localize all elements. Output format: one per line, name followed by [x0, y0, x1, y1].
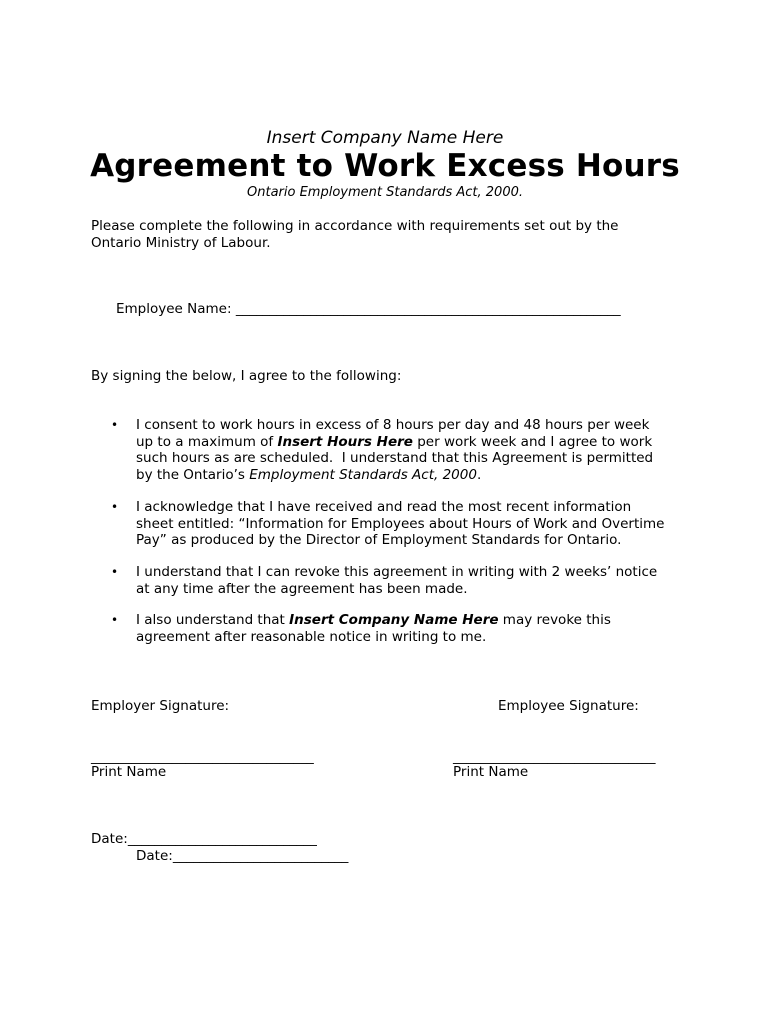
list-item [91, 564, 691, 597]
bullet-icon: • [111, 418, 119, 432]
list-item-line: I understand that I can revoke this agreement in writing with 2 weeks’ notice [136, 563, 658, 580]
bullet-icon: • [111, 564, 119, 579]
list-item-line: sheet entitled: “Information for Employees about Hours of Work and Overtime [136, 515, 665, 532]
document-title: Agreement to Work Excess Hours [90, 148, 680, 184]
list-item-line: such hours as are scheduled. I understand that this Agreement is permitted [136, 450, 654, 467]
list-item-line [136, 612, 691, 629]
act-subtitle: Ontario Employment Standards Act, 2000. [247, 185, 523, 200]
employer-date-field: Date:____________________________ [91, 831, 317, 847]
employee-name-field: Employee Name: _________________________________________________________ [116, 301, 621, 317]
employee-print-name-line: ______________________________ [453, 749, 656, 765]
employer-signature-label: Employer Signature: [91, 698, 230, 714]
list-item-line: I consent to work hours in excess of 8 hours per day and 48 hours per week [136, 417, 650, 433]
agreement-terms-list [91, 417, 691, 646]
list-item-line: Pay” as produced by the Director of Employment Standards for Ontario. [136, 532, 622, 549]
list-item-text: by the Ontario’s [136, 467, 250, 484]
list-item-text: . [476, 467, 482, 484]
list-item-text: may revoke this [498, 612, 611, 629]
list-item-line [136, 467, 691, 484]
list-item [91, 612, 691, 645]
employee-date-field: Date:__________________________ [136, 848, 349, 864]
list-item-line: agreement after reasonable notice in writing to me. [136, 629, 487, 646]
employee-print-name-label: Print Name [453, 764, 529, 780]
list-item [91, 417, 691, 484]
bullet-icon: • [111, 499, 119, 514]
hours-placeholder: Insert Hours Here [277, 433, 413, 450]
employer-print-name-label: Print Name [91, 764, 167, 780]
company-placeholder: Insert Company Name Here [289, 612, 499, 629]
company-name: Insert Company Name Here [266, 128, 504, 148]
list-item [91, 499, 691, 549]
list-item-text: per work week and I agree to work [412, 433, 653, 450]
act-reference: Employment Standards Act, 2000 [249, 467, 477, 484]
list-item-line: I acknowledge that I have received and read the most recent information [136, 498, 632, 515]
list-item-text: up to a maximum of [136, 433, 278, 450]
list-item-line [136, 434, 691, 451]
list-item-line: at any time after the agreement has been made. [136, 580, 468, 597]
bullet-icon: • [111, 613, 119, 628]
intro-paragraph: Please complete the following in accordance with requirements set out by the Ontario Ministry of Labour. [91, 218, 619, 251]
agreement-lead-text: By signing the below, I agree to the following: [91, 368, 402, 384]
employee-signature-label: Employee Signature: [498, 698, 639, 714]
list-item-text: I also understand that [136, 612, 290, 629]
employer-print-name-line: _________________________________ [91, 749, 314, 765]
